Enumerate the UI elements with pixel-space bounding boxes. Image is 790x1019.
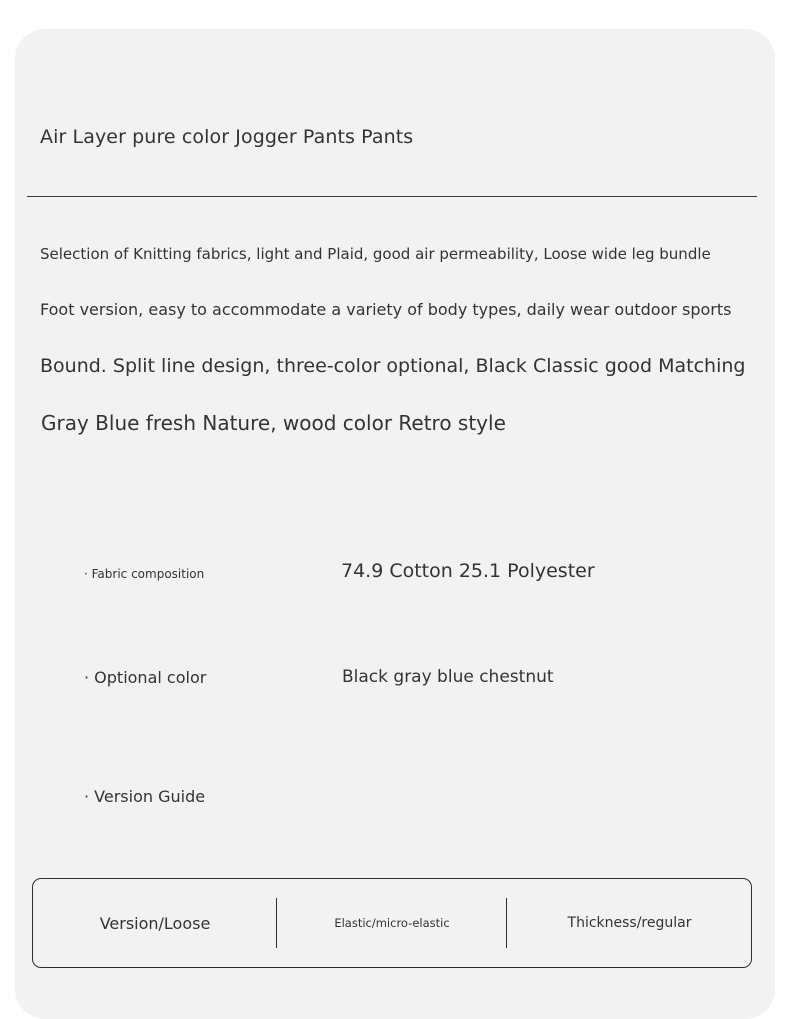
guide-cell-version: Version/Loose [99,913,211,933]
title-divider [27,196,757,197]
product-detail-card [15,29,775,1019]
optional-color-value: Black gray blue chestnut [342,667,554,687]
description-line-2: Foot version, easy to accommodate a variety of body types, daily wear outdoor sports [40,300,732,319]
description-line-3: Bound. Split line design, three-color optional, Black Classic good Matching [40,355,746,377]
fabric-composition-label: · Fabric composition [84,567,205,581]
guide-separator [506,898,507,948]
product-title: Air Layer pure color Jogger Pants Pants [40,126,414,148]
version-guide-label: · Version Guide [84,787,206,806]
optional-color-label: · Optional color [84,668,207,687]
version-guide-table [32,878,752,968]
description-line-4: Gray Blue fresh Nature, wood color Retro style [41,411,506,435]
guide-cell-thickness: Thickness/regular [567,915,692,931]
guide-separator [276,898,277,948]
guide-cell-elastic: Elastic/micro-elastic [334,916,450,930]
description-line-1: Selection of Knitting fabrics, light and Plaid, good air permeability, Loose wide leg bundle [40,245,711,263]
fabric-composition-value: 74.9 Cotton 25.1 Polyester [341,560,595,582]
